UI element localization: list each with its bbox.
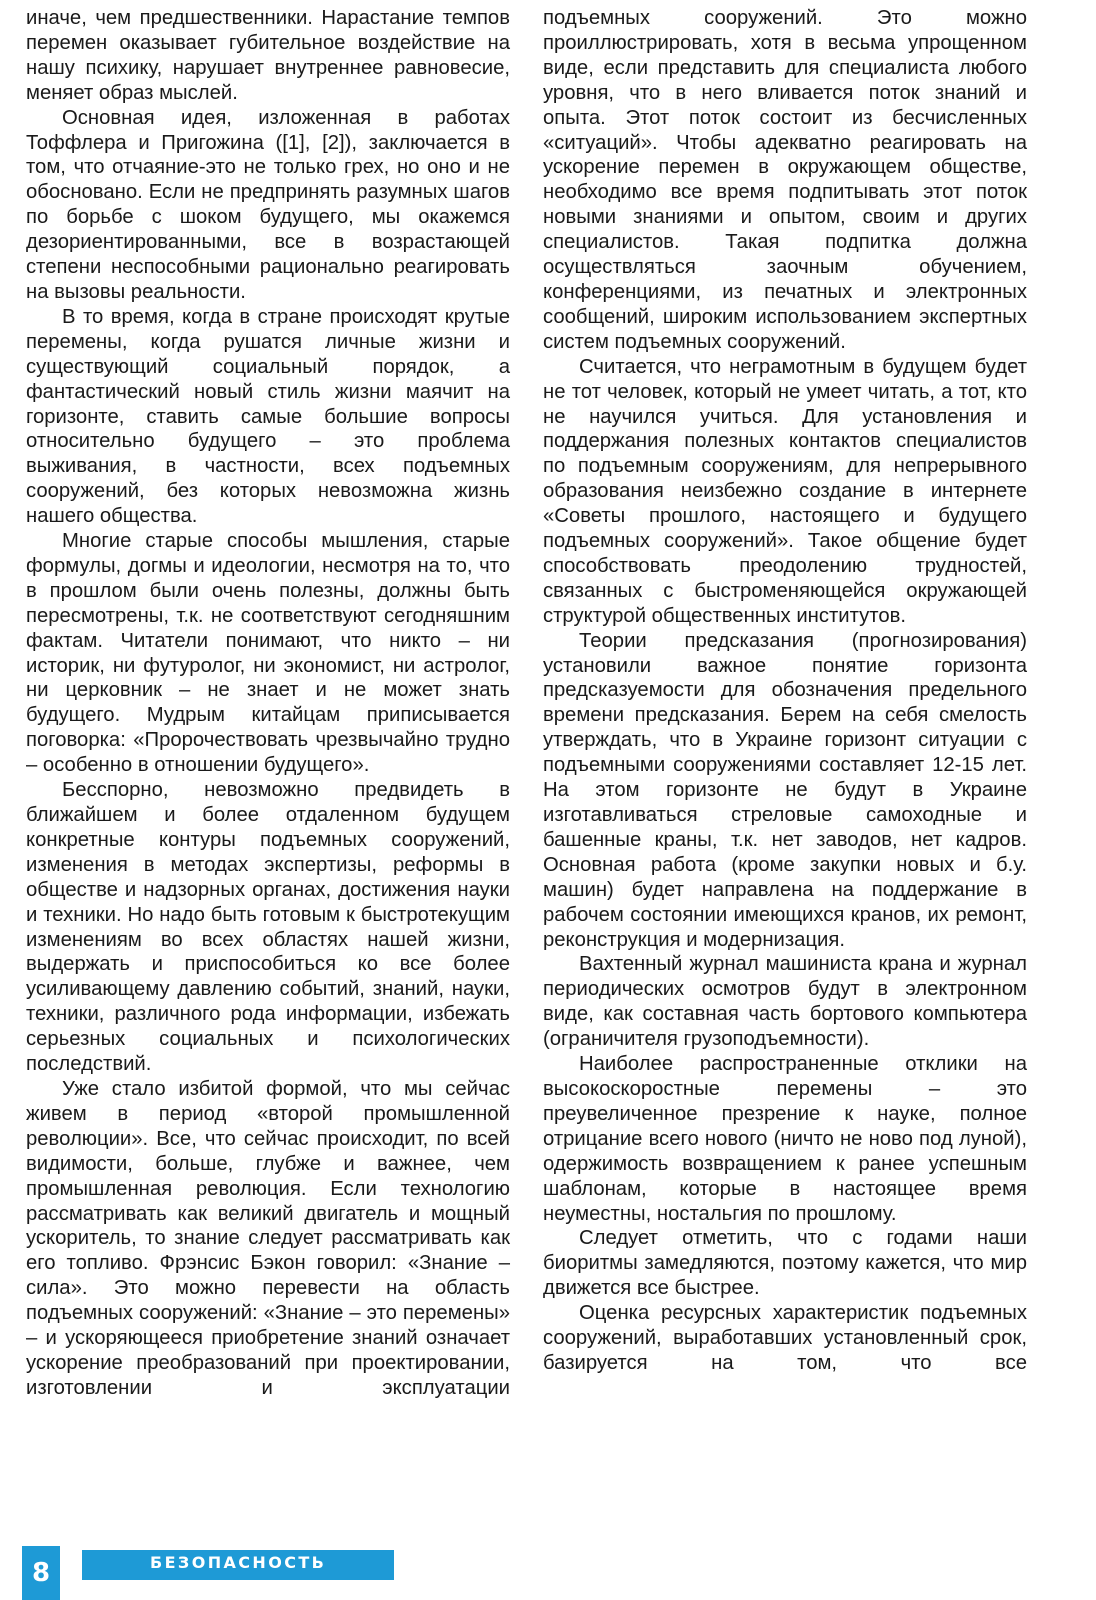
paragraph: Оценка ресурсных характеристик подъемных сооружений, выработавших установленный срок, базируется на том, что все (543, 1302, 1027, 1374)
paragraph: Считается, что неграмотным в будущем будет не тот человек, который не умеет читать, а тот, кто не научился учиться. Для установления и поддержания полезных контактов специалистов по подъемным сооружениям, для непрерывного образования неизбежно создание в интернете «Советы прошлого, настоящего и будущего подъемных сооружений». Такое общение будет способствовать преодолению трудностей, связанных с быстроменяющейся окружающей структурой общественных институтов. (543, 355, 1027, 627)
paragraph: Многие старые способы мышления, старые формулы, догмы и идеологии, несмотря на то, что в прошлом были очень полезны, должны быть пересмотрены, т.к. не соответствуют сегодняшним фактам. Читатели понимают, что никто – ни историк, ни футуролог, ни экономист, ни астролог, ни церковник – не знает и не может знать будущего. Мудрым китайцам приписывается поговорка: «Пророчествовать чрезвычайно трудно – особенно в отношении будущего». (26, 530, 510, 777)
text-column-right (543, 6, 1027, 1376)
section-title: БЕЗОПАСНОСТЬ (150, 1553, 327, 1572)
paragraph: Вахтенный журнал машиниста крана и журнал периодических осмотров будут в электронном виде, как составная часть бортового компьютера (ограничителя грузоподъемности). (543, 953, 1027, 1051)
paragraph: Бесспорно, невозможно предвидеть в ближайшем и более отдаленном будущем конкретные контуры подъемных сооружений, изменения в методах экспертизы, реформы в обществе и надзорных органах, достижения науки и техники. Но надо быть готовым к быстротекущим изменениям во всех областях нашей жизни, выдержать и приспособиться ко все более усиливающему давлению событий, знаний, науки, техники, различного рода информации, избежать серьезных социальных и психологических последствий. (26, 779, 510, 1076)
paragraph: Основная идея, изложенная в работах Тоффлера и Пригожина ([1], [2]), заключается в том, что отчаяние-это не только грех, но оно и не обосновано. Если не предпринять разумных шагов по борьбе с шоком будущего, мы окажемся дезориентированными, все в возрастающей степени неспособными рационально реагировать на вызовы реальности. (26, 106, 510, 303)
paragraph: В то время, когда в стране происходят крутые перемены, когда рушатся личные жизни и существующий социальный порядок, а фантастический новый стиль жизни маячит на горизонте, ставить самые большие вопросы относительно будущего – это проблема выживания, в частности, всех подъемных сооружений, без которых невозможна жизнь нашего общества. (26, 305, 510, 528)
footer-section-bar (82, 1550, 394, 1580)
paragraph: Уже стало избитой формой, что мы сейчас живем в период «второй промышленной революции». Все, что сейчас происходит, по всей видимости, больше, глубже и важнее, чем промышленная революция. Если технологию рассматривать как великий двигатель и мощный ускоритель, то знание следует рассматривать как его топливо. Фрэнсис Бэкон говорил: «Знание – сила». Это можно перевести на область подъемных сооружений: «Знание – это перемены» – и ускоряющееся приобретение знаний означает ускорение преобразований при проектировании, изготовлении и эксплуатации (26, 1077, 510, 1399)
text-column-left (26, 6, 510, 1401)
paragraph: иначе, чем предшественники. Нарастание темпов перемен оказывает губительное воздействие на нашу психику, нарушает внутреннее равновесие, меняет образ мыслей. (26, 7, 510, 104)
paragraph: Наиболее распространенные отклики на высокоскоростные перемены – это преувеличенное презрение к науке, полное отрицание всего нового (ничто не ново под луной), одержимость возвращением к ранее успешным шаблонам, которые в настоящее время неуместны, ностальгия по прошлому. (543, 1053, 1027, 1225)
paragraph: подъемных сооружений. Это можно проиллюстрировать, хотя в весьма упрощенном виде, если представить для специалиста любого уровня, что в него вливается поток знаний и опыта. Этот поток состоит из бесчисленных «ситуаций». Чтобы адекватно реагировать на ускорение перемен в окружающем обществе, необходимо все время подпитывать этот поток новыми знаниями и опытом, своим и других специалистов. Такая подпитка должна осуществляться заочным обучением, конференциями, из печатных и электронных сообщений, широким использованием экспертных систем подъемных сооружений. (543, 7, 1027, 353)
paragraph: Следует отметить, что с годами наши биоритмы замедляются, поэтому кажется, что мир движется все быстрее. (543, 1227, 1027, 1300)
paragraph: Теории предсказания (прогнозирования) установили важное понятие горизонта предсказуемости для обозначения предельного времени предсказания. Берем на себя смелость утверждать, что в Украине горизонт ситуации с подъемными сооружениями составляет 12-15 лет. На этом горизонте не будут в Украине изготавливаться стреловые самоходные и башенные краны, т.к. нет заводов, нет кадров. Основная работа (кроме закупки новых и б.у. машин) будет направлена на поддержание в рабочем состоянии имеющихся кранов, их ремонт, реконструкция и модернизация. (543, 629, 1027, 951)
page-number: 8 (22, 1546, 60, 1600)
